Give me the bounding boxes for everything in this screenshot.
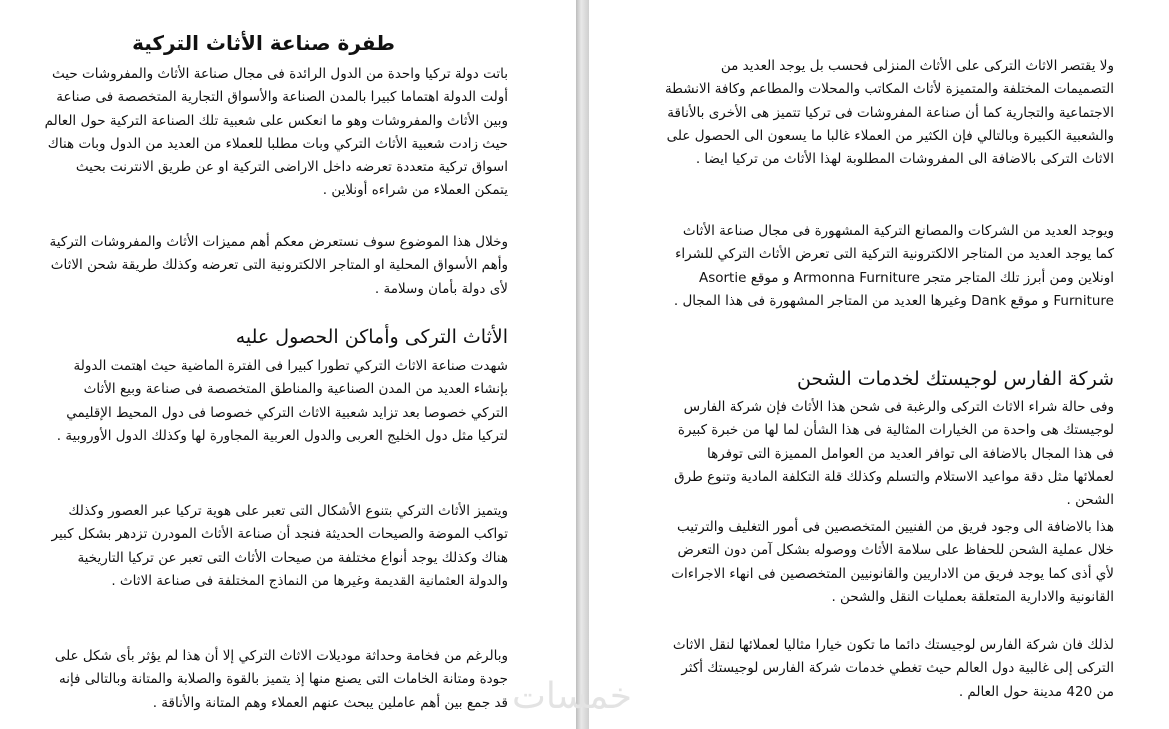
article-title: طفرة صناعة الأثاث التركية [132,31,395,55]
stores-paragraph: ويوجد العديد من الشركات والمصانع التركية المشهورة فى مجال صناعة الأثاث كما يوجد العديد من المتاجر الالكترونية التركية التى تعرض الأثاث التركي للشراء اونلاين ومن أبرز تلك المتاجر متجر Armonna Furniture و موقع Asortie Furniture و موقع Dank وغيرها العديد من المتاجر المشهورة فى هذا المجال . [673,223,1114,309]
development-paragraph: شهدت صناعة الاثاث التركي تطورا كبيرا فى الفترة الماضية حيث اهتمت الدولة بإنشاء العديد من المدن الصناعية والمناطق المتخصصة فى صناعة وبيع الأثاث التركي خصوصا بعد تزايد شعبية الاثاث التركي خصوصا فى دول المحيط الإقليمي لتركيا مثل دول الخليج العربى والدول العربية المجاورة لها وكذلك الدول الأوروبية . [56,358,508,444]
page-gutter [576,0,589,729]
styles-paragraph: ويتميز الأثاث التركي بتنوع الأشكال التى تعبر على هوية تركيا عبر العصور وكذلك تواكب الموضة والصيحات الحديثة فنجد أن صناعة الأثاث المودرن تزدهر بشكل كبير هناك وكذلك يوجد أنواع مختلفة من صيحات الأثاث التى تعبر عن تركيا التاريخية والدولة العثمانية القديمة وغيرها من النماذج المختلفة فى صناعة الاثاث . [51,503,508,589]
khamsat-watermark: خمسات [512,676,633,717]
packing-team-paragraph: هذا بالاضافة الى وجود فريق من الفنيين المتخصصين فى أمور التغليف والترتيب خلال عملية الشحن للحفاظ على سلامة الأثاث ووصوله بشكل آمن دون التعرض لأي أذى كما يوجد فريق من الاداريين والقانونيين المتخصصين فى انهاء الاجراءات القانونية والادارية المتعلقة بعمليات النقل والشحن . [671,519,1114,605]
overview-paragraph: وخلال هذا الموضوع سوف نستعرض معكم أهم مميزات الأثاث والمفروشات التركية وأهم الأسواق المحلية او المتاجر الالكترونية التى تعرضه وكذلك طريقة شحن الاثاث لأى دولة بأمان وسلامة . [49,234,508,297]
section-heading-shipping: شركة الفارس لوجيستك لخدمات الشحن [796,368,1114,390]
coverage-paragraph: لذلك فان شركة الفارس لوجيستك دائما ما تكون خيارا مثاليا لعملائها لنقل الاثاث التركى إلى غالبية دول العالم حيث تغطي خدمات شركة الفارس لوجيستك أكثر من 420 مدينة حول العالم . [672,637,1114,700]
shipping-paragraph: وفى حالة شراء الاثاث التركى والرغبة فى شحن هذا الأثاث فإن شركة الفارس لوجيستك هى واحدة من الخيارات المثالية فى هذا الشأن لما لها من خبرة كبيرة فى هذا المجال بالاضافة الى توافر العديد من العوامل المميزة التى توفرها لعملائها مثل دقة مواعيد الاستلام والتسلم وكذلك قلة التكلفة المادية وتنوع طرق الشحن . [674,399,1114,509]
section-heading-furniture: الأثاث التركى وأماكن الحصول عليه [235,326,508,348]
office-furniture-paragraph: ولا يقتصر الاثاث التركى على الأثاث المنزلى فحسب بل يوجد العديد من التصميمات المختلفة والمتميزة لأثاث المكاتب والمحلات والمطاعم وكافة الانشطة الاجتماعية والتجارية كما أن صناعة المفروشات فى تركيا تتميز هى الأخرى بالأناقة والشعبية الكبيرة وبالتالي فإن الكثير من العملاء غالبا ما يسعون الى الحصول على الاثاث التركى بالاضافة الى المفروشات المطلوبة لهذا الأثاث من تركيا ايضا . [664,58,1114,168]
intro-paragraph: باتت دولة تركيا واحدة من الدول الرائدة فى مجال صناعة الأثاث والمفروشات حيث أولت الدولة اهتماما كبيرا بالمدن الصناعة والأسواق التجارية المتخصصة فى صناعة وبين الأثاث والمفروشات وهو ما انعكس على شعبية تلك الصناعة التركية حول العالم حيث زادت شعبية الأثاث التركي وبات مطلبا للعملاء من العديد من الدول وبات هناك اسواق تركية متعددة تعرضه داخل الاراضى التركية او عن طريق الانترنت بحيث يتمكن العملاء من شراءه أونلاين . [44,66,508,199]
right-document-page [589,0,1169,729]
left-document-page [0,0,576,729]
quality-paragraph: وبالرغم من فخامة وحداثة موديلات الاثاث التركي إلا أن هذا لم يؤثر بأى شكل على جودة ومتانة الخامات التى يصنع منها إذ يتميز بالقوة والصلابة والمتانة وبالتالى فإنه قد جمع بين أهم عاملين يبحث عنهم العملاء وهم المتانة والأناقة . [54,648,508,711]
